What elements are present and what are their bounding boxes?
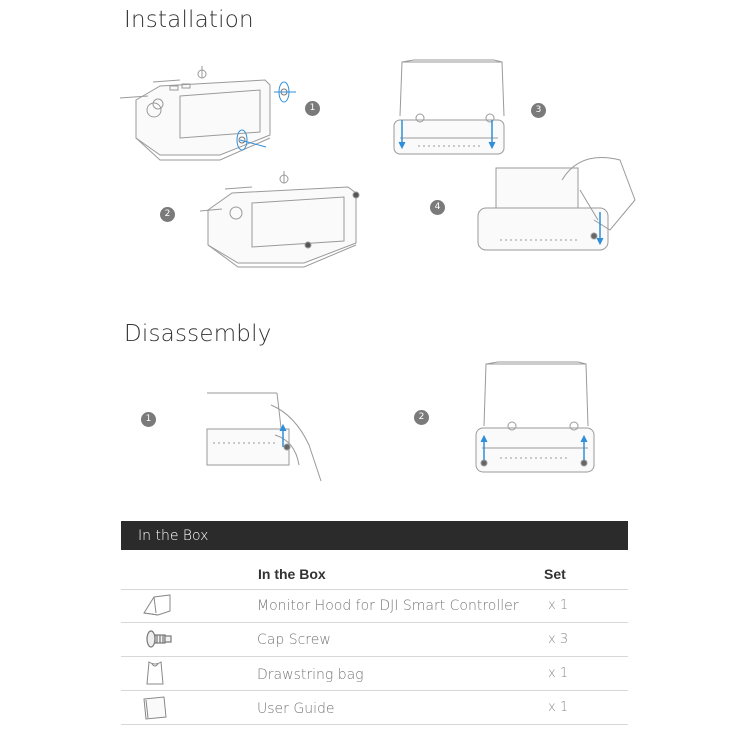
table-row-qty: x 1	[548, 700, 569, 715]
disassembly-step1-illustration	[205, 385, 335, 485]
table-row-qty: x 3	[548, 632, 569, 647]
banner-title: In the Box	[138, 528, 209, 544]
table-row: Monitor Hood for DJI Smart Controller	[257, 598, 519, 614]
monitor-hood-icon	[140, 591, 174, 624]
install-step-2-badge: 2	[160, 207, 175, 222]
install-step2-illustration	[200, 165, 365, 270]
disassembly-title: Disassembly	[124, 321, 272, 347]
table-divider	[121, 589, 628, 590]
table-divider	[121, 656, 628, 657]
install-step4-illustration	[470, 150, 640, 260]
table-row: Cap Screw	[257, 632, 331, 648]
header-qty: Set	[544, 566, 566, 582]
table-row: Drawstring bag	[257, 667, 364, 683]
installation-title: Installation	[124, 7, 254, 33]
install-step1-illustration	[120, 60, 300, 165]
install-step-3-badge: 3	[531, 103, 546, 118]
install-step1-screw-bottom	[228, 125, 268, 155]
disassembly-step-2-badge: 2	[414, 410, 429, 425]
user-guide-icon	[142, 695, 170, 726]
install-step-4-badge: 4	[430, 200, 445, 215]
drawstring-bag-icon	[144, 658, 166, 691]
in-the-box-banner	[121, 521, 628, 550]
header-item: In the Box	[258, 566, 326, 582]
install-step1-screw-top	[270, 78, 300, 108]
table-row-qty: x 1	[548, 666, 569, 681]
disassembly-step-1-badge: 1	[141, 412, 156, 427]
table-divider	[121, 724, 628, 725]
cap-screw-icon	[143, 627, 177, 656]
table-row: User Guide	[257, 701, 335, 717]
disassembly-step2-illustration	[470, 360, 600, 480]
table-divider	[121, 622, 628, 623]
install-step3-illustration	[390, 58, 515, 163]
table-divider	[121, 690, 628, 691]
install-step-1-badge: 1	[305, 101, 320, 116]
table-row-qty: x 1	[548, 598, 569, 613]
